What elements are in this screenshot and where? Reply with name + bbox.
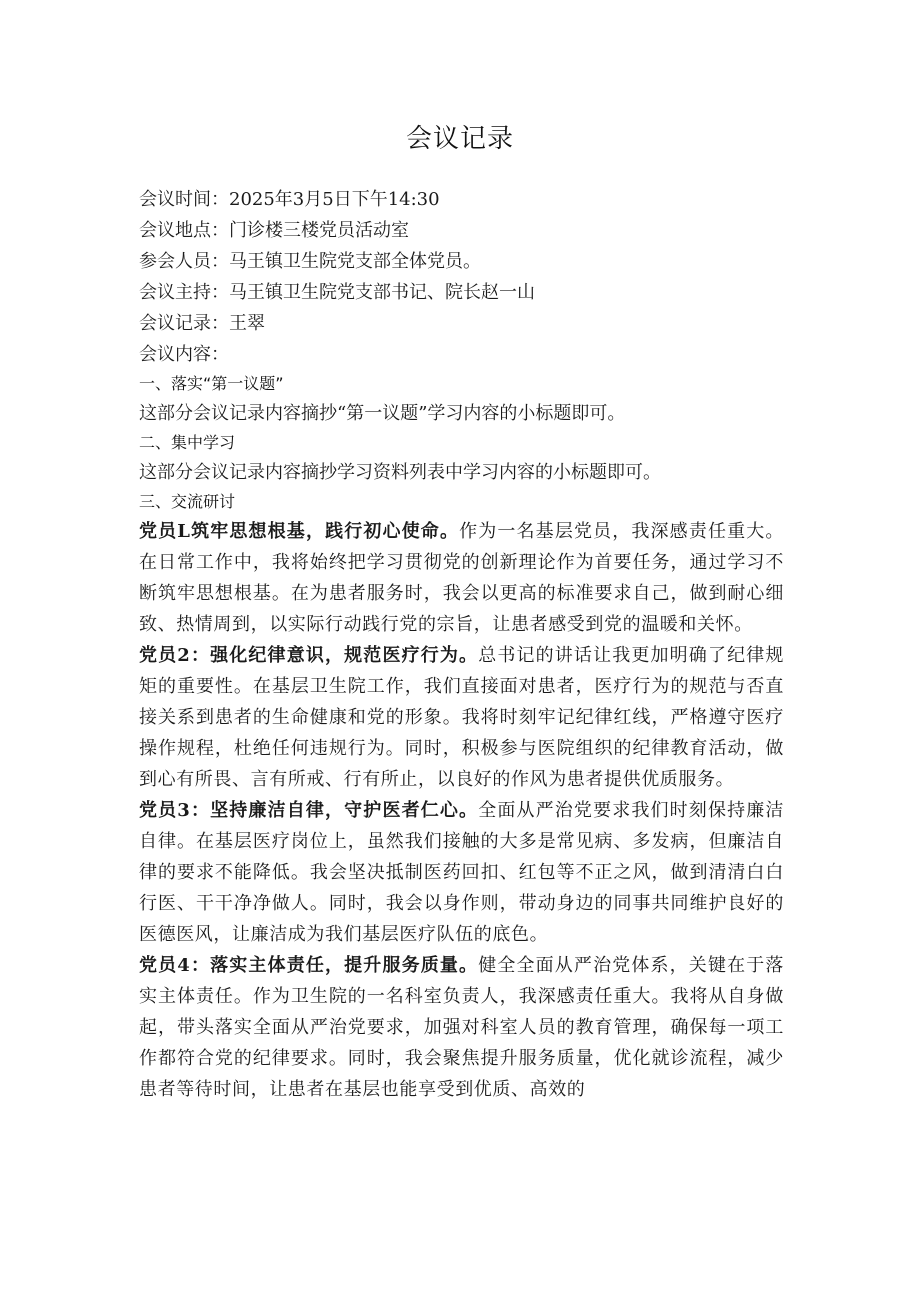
discussion-paragraph-member-3	[139, 795, 784, 950]
discussion-paragraph-member-1	[139, 516, 784, 640]
discussion-body-member-1: 作为一名基层党员，我深感责任重大。在日常工作中，我将始终把学习贯彻党的创新理论作为首要任务，通过学习不断筑牢思想根基。在为患者服务时，我会以更高的标准要求自己，做到耐心细致、热情周到，以实际行动践行党的宗旨，让患者感受到党的温暖和关怀。	[139, 521, 785, 635]
meeting-host: 会议主持：马王镇卫生院党支部书记、院长赵一山	[139, 282, 535, 303]
meeting-content-label: 会议内容：	[139, 344, 229, 365]
document-body	[139, 184, 784, 1105]
meeting-recorder: 会议记录：王翠	[139, 313, 265, 334]
discussion-lead-member-2: 党员2：强化纪律意识，规范医疗行为。	[139, 645, 479, 666]
section-heading-study: 二、集中学习	[139, 433, 236, 452]
discussion-lead-member-1: 党员L筑牢思想根基，践行初心使命。	[139, 521, 460, 542]
discussion-body-member-3: 全面从严治党要求我们时刻保持廉洁自律。在基层医疗岗位上，虽然我们接触的大多是常见病、多发病，但廉洁自律的要求不能降低。我会坚决抵制医药回扣、红包等不正之风，做到清清白白行医、干干净净做人。同时，我会以身作则，带动身边的同事共同维护良好的医德医风，让廉洁成为我们基层医疗队伍的底色。	[139, 800, 784, 945]
meeting-attendees: 参会人员：马王镇卫生院党支部全体党员。	[139, 251, 481, 272]
discussion-paragraph-member-2	[139, 640, 784, 795]
discussion-lead-member-4: 党员4：落实主体责任，提升服务质量。	[139, 955, 479, 976]
discussion-body-member-4: 健全全面从严治党体系，关键在于落实主体责任。作为卫生院的一名科室负责人，我深感责任重大。我将从自身做起，带头落实全面从严治党要求，加强对科室人员的教育管理，确保每一项工作都符合党的纪律要求。同时，我会聚焦提升服务质量，优化就诊流程，减少患者等待时间，让患者在基层也能享受到优质、高效的	[139, 955, 784, 1100]
section-note-first-topic: 这部分会议记录内容摘抄“第一议题”学习内容的小标题即可。	[139, 403, 626, 424]
section-heading-discussion: 三、交流研讨	[139, 492, 236, 511]
discussion-lead-member-3: 党员3：坚持廉洁自律，守护医者仁心。	[139, 800, 479, 821]
meeting-time: 会议时间：2025年3月5日下午14:30	[139, 189, 440, 210]
section-note-study: 这部分会议记录内容摘抄学习资料列表中学习内容的小标题即可。	[139, 462, 661, 483]
section-heading-first-topic: 一、落实“第一议题”	[139, 374, 284, 393]
discussion-paragraph-member-4	[139, 950, 784, 1105]
meeting-place: 会议地点：门诊楼三楼党员活动室	[139, 220, 409, 241]
discussion-body-member-2: 总书记的讲话让我更加明确了纪律规矩的重要性。在基层卫生院工作，我们直接面对患者，医疗行为的规范与否直接关系到患者的生命健康和党的形象。我将时刻牢记纪律红线，严格遵守医疗操作规程，杜绝任何违规行为。同时，积极参与医院组织的纪律教育活动，做到心有所畏、言有所戒、行有所止，以良好的作风为患者提供优质服务。	[139, 645, 784, 790]
document-title: 会议记录	[405, 124, 514, 154]
